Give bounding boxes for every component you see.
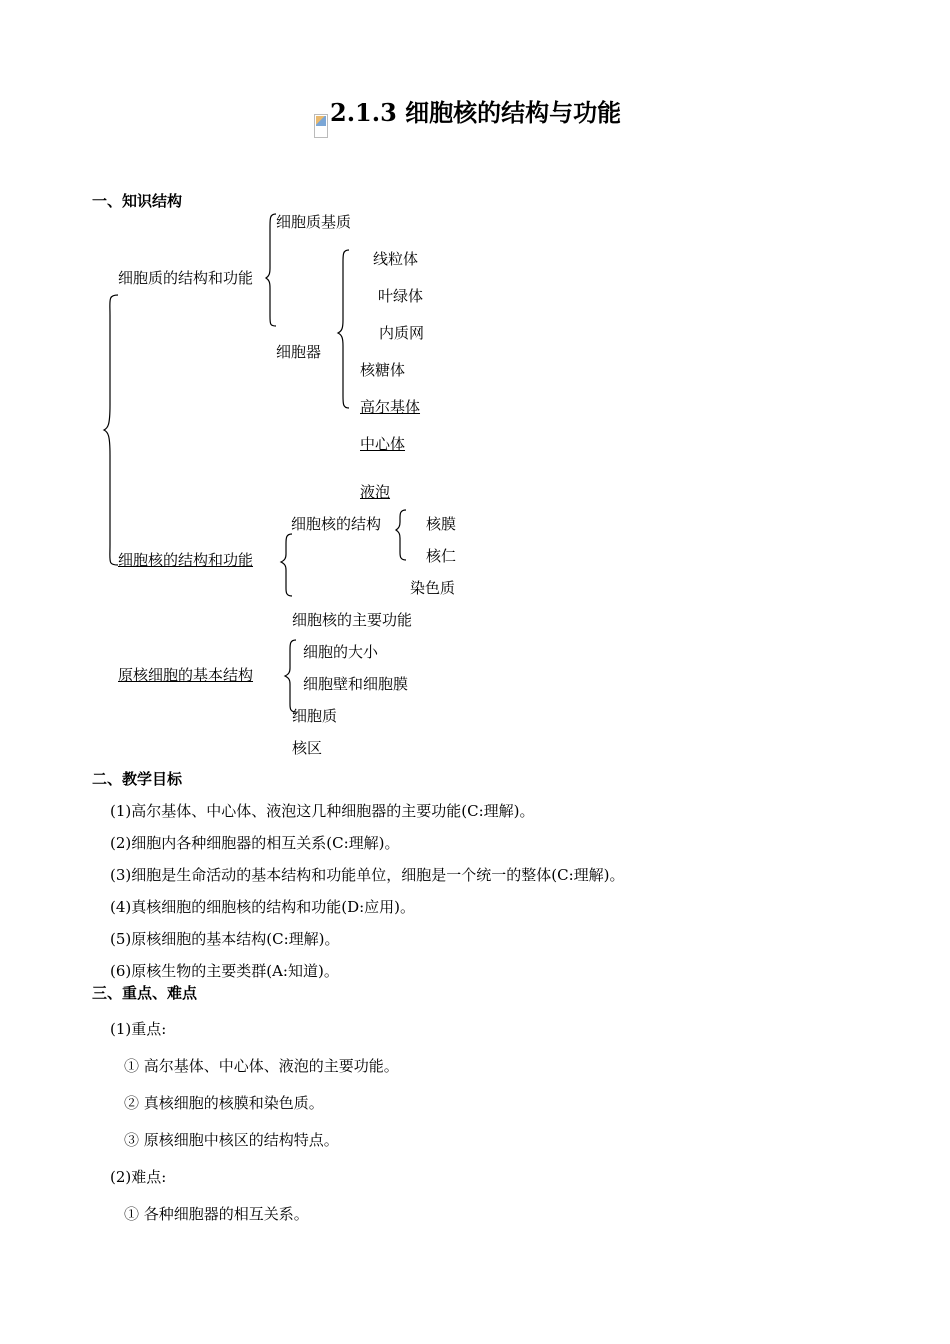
organelle-mitochondria: 线粒体 — [373, 250, 419, 268]
key-point-item: ③ 原核细胞中核区的结构特点。 — [124, 1131, 339, 1149]
prokaryote-size: 细胞的大小 — [303, 643, 379, 661]
broken-image-icon — [314, 114, 328, 138]
goal-item: (3)细胞是生命活动的基本结构和功能单位，细胞是一个统一的整体(C:理解)。 — [110, 866, 625, 884]
key-point-item: ① 高尔基体、中心体、液泡的主要功能。 — [124, 1057, 399, 1075]
chromatin: 染色质 — [410, 579, 456, 597]
node-nucleus-function: 细胞核的主要功能 — [292, 611, 413, 629]
goal-item: (4)真核细胞的细胞核的结构和功能(D:应用)。 — [110, 898, 416, 916]
organelle-vacuole: 液泡 — [360, 483, 391, 501]
goal-item: (1)高尔基体、中心体、液泡这几种细胞器的主要功能(C:理解)。 — [110, 802, 535, 820]
nucleolus: 核仁 — [426, 547, 457, 565]
prokaryote-wall-membrane: 细胞壁和细胞膜 — [303, 675, 409, 693]
node-nucleus-structure: 细胞核的结构 — [291, 515, 382, 533]
organelle-golgi: 高尔基体 — [360, 398, 421, 416]
difficult-point-item: ① 各种细胞器的相互关系。 — [124, 1205, 309, 1223]
goal-item: (5)原核细胞的基本结构(C:理解)。 — [110, 930, 340, 948]
node-organelles: 细胞器 — [276, 343, 322, 361]
node-cytoplasmic-matrix: 细胞质基质 — [276, 213, 352, 231]
section-heading-knowledge-structure: 一、知识结构 — [92, 192, 183, 210]
goal-item: (2)细胞内各种细胞器的相互关系(C:理解)。 — [110, 834, 400, 852]
organelle-chloroplast: 叶绿体 — [378, 287, 424, 305]
key-point-item: ② 真核细胞的核膜和染色质。 — [124, 1094, 324, 1112]
page-title: 2.1.3 细胞核的结构与功能 — [330, 98, 622, 127]
difficult-points-label: (2)难点: — [110, 1168, 167, 1186]
key-points-label: (1)重点: — [110, 1020, 167, 1038]
section-heading-teaching-goals: 二、教学目标 — [92, 770, 183, 788]
node-nucleus: 细胞核的结构和功能 — [118, 551, 254, 569]
prokaryote-cytoplasm: 细胞质 — [292, 707, 338, 725]
goal-item: (6)原核生物的主要类群(A:知道)。 — [110, 962, 339, 980]
organelle-ribosome: 核糖体 — [360, 361, 406, 379]
prokaryote-nucleoid: 核区 — [292, 739, 323, 757]
node-prokaryote: 原核细胞的基本结构 — [118, 666, 254, 684]
nucleus-envelope: 核膜 — [426, 515, 457, 533]
organelle-centrosome: 中心体 — [360, 435, 406, 453]
section-heading-key-difficult-points: 三、重点、难点 — [92, 984, 198, 1002]
organelle-er: 内质网 — [379, 324, 425, 342]
node-cytoplasm: 细胞质的结构和功能 — [118, 269, 254, 287]
